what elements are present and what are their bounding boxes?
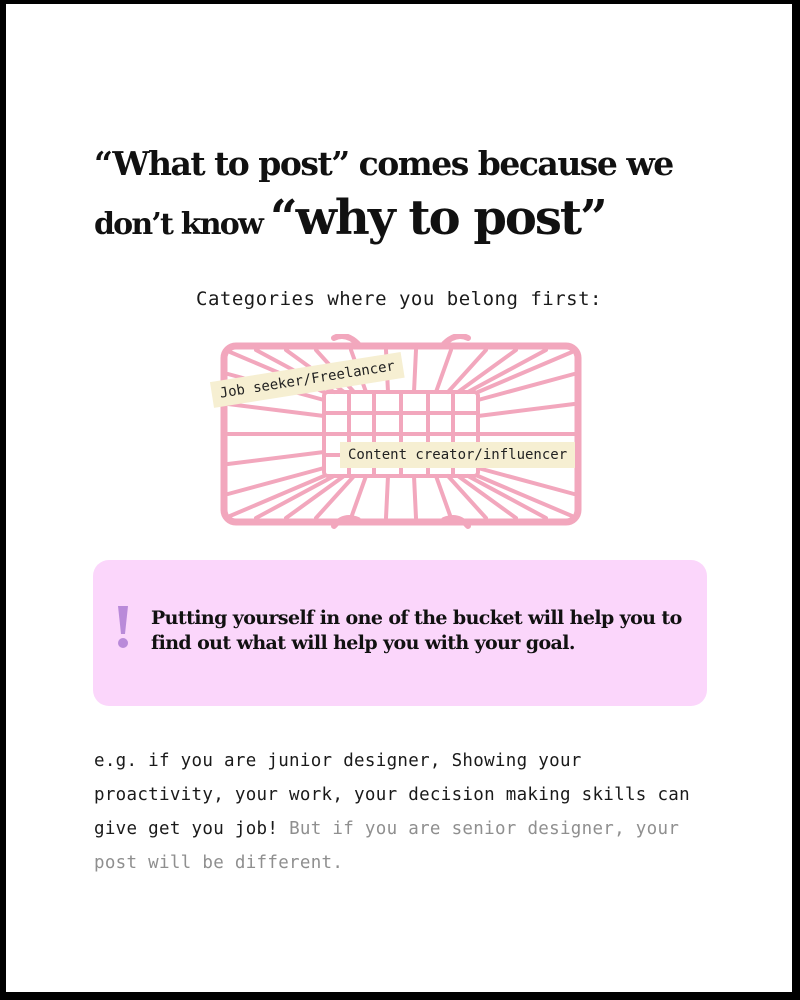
tag-content-creator: Content creator/influencer [340, 442, 575, 468]
tag-job-seeker: Job seeker/Freelancer [210, 352, 405, 408]
example-primary-text: e.g. if you are junior designer, Showing your proactivity, your work, your decision making skills can give get you job! [94, 751, 690, 839]
headline-emphasis: “why to post” [269, 190, 606, 246]
headline [94, 142, 734, 246]
example-secondary-text: But if you are senior designer, your post will be different. [94, 819, 680, 873]
headline-line-1: “What to post” comes because we [94, 144, 673, 183]
headline-line-2-prefix: don’t know [94, 207, 262, 242]
categories-subheading: Categories where you belong first: [196, 288, 602, 310]
callout-message: Putting yourself in one of the bucket will help you to find out what will help you with your goal. [151, 607, 682, 654]
callout-box [93, 560, 707, 706]
example-paragraph [94, 744, 714, 880]
headline-line-2 [94, 190, 734, 246]
exclamation-icon [115, 604, 131, 650]
page-frame [6, 4, 792, 992]
